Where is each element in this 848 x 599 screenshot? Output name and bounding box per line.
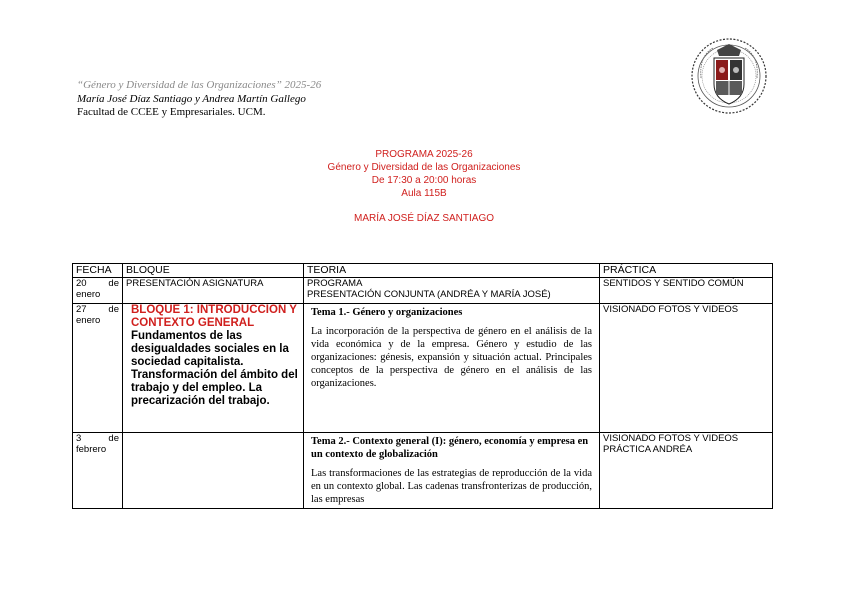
teoria-cell	[304, 278, 600, 304]
tema-body: La incorporación de la perspectiva de género en el análisis de la vida económica y de la empresa. Género y estudio de las organizaciones: génesis, expansión y situación actual. Principales conceptos de la perspectiva de género en el análisis de las organizaciones.	[311, 326, 592, 389]
header-bloque: BLOQUE	[123, 264, 304, 278]
bloque-cell	[123, 433, 304, 509]
teoria-line: PROGRAMA	[307, 278, 363, 289]
course-title-line: “Género y Diversidad de las Organizaciones” 2025-26	[77, 79, 322, 91]
teoria-cell	[304, 304, 600, 433]
fecha-cell: 27 de enero	[73, 304, 123, 433]
faculty-line: Facultad de CCEE y Empresariales. UCM.	[77, 106, 266, 118]
programa-professor: MARÍA JOSÉ DÍAZ SANTIAGO	[353, 213, 495, 224]
programa-schedule: De 17:30 a 20:00 horas	[371, 175, 477, 186]
tema-body: Las transformaciones de las estrategias de reproducción de la vida en un contexto global. Las cadenas transfronterizas de producción, las empresas	[311, 468, 592, 505]
tema-title: Tema 1.- Género y organizaciones	[311, 307, 463, 318]
practica-line: SENTIDOS Y SENTIDO COMÚN	[603, 278, 744, 289]
practica-line: PRÁCTICA ANDRÉA	[603, 444, 693, 455]
bloque-cell	[123, 304, 304, 433]
programa-room: Aula 115B	[401, 188, 447, 199]
programa-title: PROGRAMA 2025-26	[375, 149, 473, 160]
fecha-cell: 3 de febrero	[73, 433, 123, 509]
programa-subject: Género y Diversidad de las Organizaciones	[327, 162, 521, 173]
bloque-cell: PRESENTACIÓN ASIGNATURA	[123, 278, 304, 304]
practica-line: VISIONADO FOTOS Y VIDEOS	[603, 304, 739, 315]
university-seal-icon	[689, 36, 769, 116]
header-fecha: FECHA	[73, 264, 123, 278]
table-header-row	[73, 264, 773, 278]
practica-cell	[600, 433, 773, 509]
authors-line: María José Díaz Santiago y Andrea Martín Gallego	[77, 93, 306, 105]
table-row	[73, 304, 773, 433]
tema-title: Tema 2.- Contexto general (I): género, economía y empresa en un contexto de globalización	[311, 436, 589, 460]
bloque-title: BLOQUE 1: INTRODUCCIÓN Y CONTEXTO GENERAL	[131, 304, 297, 329]
fecha-cell: 20 de enero	[73, 278, 123, 304]
practica-line: VISIONADO FOTOS Y VIDEOS	[603, 433, 739, 444]
practica-cell	[600, 304, 773, 433]
teoria-line: PRESENTACIÓN CONJUNTA (ANDRÉA Y MARÍA JOSÉ)	[307, 289, 551, 300]
table-row	[73, 278, 773, 304]
practica-cell	[600, 278, 773, 304]
header-practica: PRÁCTICA	[600, 264, 773, 278]
teoria-cell	[304, 433, 600, 509]
program-table	[72, 263, 773, 509]
table-row	[73, 433, 773, 509]
bloque-description: Fundamentos de las desigualdades sociales en la sociedad capitalista. Transformación del ámbito del trabajo y del empleo. La precarización del trabajo.	[131, 330, 298, 407]
header-teoria: TEORIA	[304, 264, 600, 278]
